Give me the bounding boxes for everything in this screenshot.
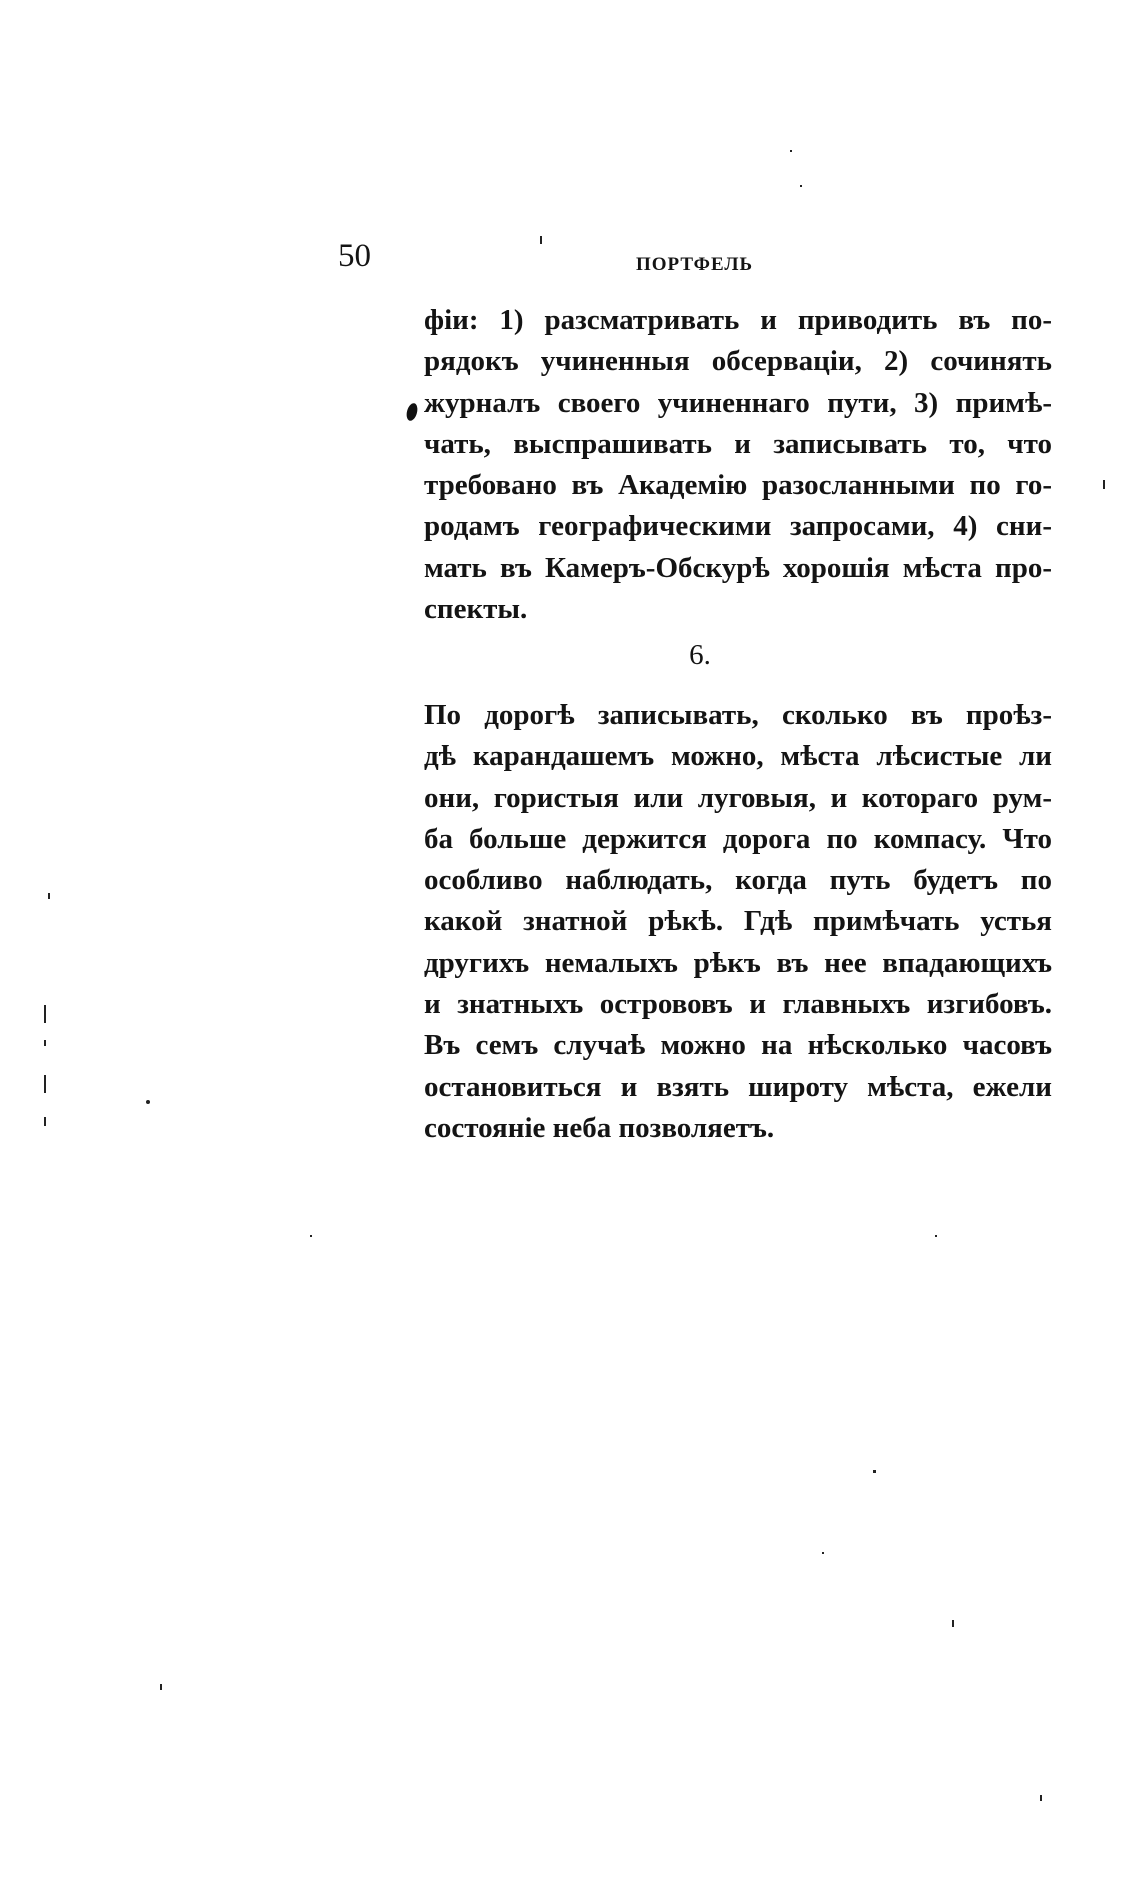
scan-speck <box>310 1235 312 1237</box>
scan-speck <box>44 1117 46 1126</box>
text-line: Въ семъ случаѣ можно на нѣсколько часовъ <box>424 1029 1052 1062</box>
scan-speck <box>935 1235 937 1237</box>
text-line: остановиться и взять широту мѣста, ежели <box>424 1070 1052 1103</box>
scan-speck <box>822 1552 824 1554</box>
text-line: дѣ карандашемъ можно, мѣста лѣсистые ли <box>424 740 1052 773</box>
text-line: они, гористыя или луговыя, и котораго рум- <box>424 781 1052 814</box>
scan-speck <box>873 1470 876 1473</box>
text-line: требовано въ Академію разосланными по го- <box>424 469 1052 502</box>
text-line: другихъ немалыхъ рѣкъ въ нее впадающихъ <box>424 946 1052 979</box>
scan-speck <box>952 1620 954 1627</box>
text-line: состояніе неба позволяетъ. <box>424 1111 775 1144</box>
text-line: спекты. <box>424 593 528 626</box>
text-line: мать въ Камеръ-Обскурѣ хорошія мѣста про- <box>424 551 1052 584</box>
scan-speck <box>44 1005 46 1023</box>
continued-paragraph <box>424 300 1052 630</box>
scan-speck <box>48 893 50 899</box>
running-title: ПОРТФЕЛЬ <box>636 254 754 275</box>
scan-speck <box>146 1100 150 1104</box>
ink-blot <box>405 402 419 422</box>
text-line: какой знатной рѣкѣ. Гдѣ примѣчать устья <box>424 905 1052 938</box>
scan-speck <box>44 1040 46 1046</box>
scan-speck <box>790 150 792 152</box>
scan-speck <box>1103 480 1105 489</box>
scan-speck <box>1040 1795 1042 1801</box>
text-line: особливо наблюдать, когда путь будетъ по <box>424 864 1052 897</box>
text-line: рядокъ учиненныя обсерваціи, 2) сочинять <box>424 345 1052 378</box>
scan-speck <box>540 236 542 244</box>
text-line: ба больше держится дорога по компасу. Что <box>424 822 1052 855</box>
text-line: и знатныхъ острововъ и главныхъ изгибовъ. <box>424 988 1052 1021</box>
section-paragraph <box>424 695 1052 1149</box>
text-line: чать, выспрашивать и записывать то, что <box>424 427 1052 460</box>
scan-speck <box>160 1684 162 1690</box>
scan-speck <box>44 1075 46 1093</box>
section-number: 6. <box>689 639 711 671</box>
text-line: По дорогѣ записывать, сколько въ проѣз- <box>424 699 1052 731</box>
text-line: фіи: 1) разсматривать и приводить въ по- <box>424 304 1052 336</box>
scan-speck <box>800 185 802 187</box>
text-line: родамъ географическими запросами, 4) сни- <box>424 510 1052 543</box>
text-line: журналъ своего учиненнаго пути, 3) примѣ- <box>424 386 1052 419</box>
page-number: 50 <box>338 238 371 274</box>
